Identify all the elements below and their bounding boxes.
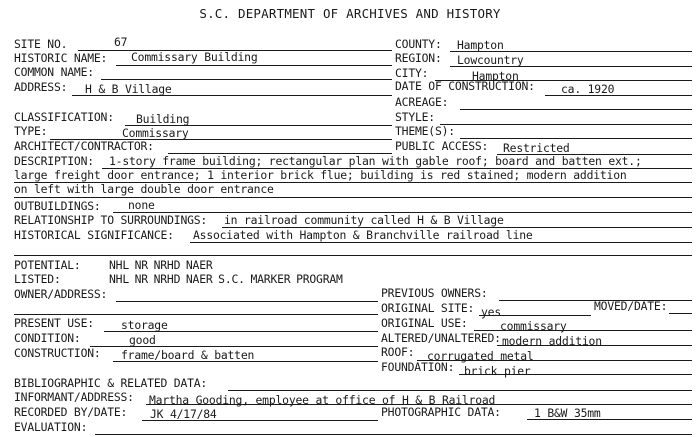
photographic-data-line [527, 419, 692, 420]
city-value: Hampton [472, 69, 519, 83]
region-value: Lowcountry [457, 53, 524, 67]
common-name-label: COMMON NAME: [14, 65, 94, 79]
condition-line [90, 346, 378, 347]
section-divider [14, 255, 692, 256]
city-label: CITY: [395, 66, 429, 80]
region-line [450, 66, 692, 67]
altered-label: ALTERED/UNALTERED: [381, 331, 501, 345]
evaluation-label: EVALUATION: [14, 420, 88, 434]
roof-value: corrugated metal [427, 349, 534, 363]
informant-value: Martha Gooding, employee at office of H & B Railroad [149, 393, 496, 407]
style-line [440, 124, 692, 125]
roof-line [417, 360, 692, 361]
present-use-line [104, 331, 378, 332]
potential-options: NHL NR NRHD NAER [109, 258, 213, 272]
county-label: COUNTY: [395, 37, 442, 51]
photographic-data-value: 1 B&W 35mm [534, 406, 601, 420]
significance-line [190, 242, 692, 243]
date-of-construction-label: DATE OF CONSTRUCTION: [395, 79, 535, 93]
classification-label: CLASSIFICATION: [14, 110, 114, 124]
page-header: S.C. DEPARTMENT OF ARCHIVES AND HISTORY [199, 6, 501, 21]
original-use-line [474, 330, 692, 331]
region-label: REGION: [395, 51, 442, 65]
style-label: STYLE: [395, 110, 435, 124]
listed-label: LISTED: [14, 272, 61, 286]
architect-label: ARCHITECT/CONTRACTOR: [14, 139, 154, 153]
moved-date-label: MOVED/DATE: [594, 299, 668, 313]
altered-value: modern addition [502, 334, 602, 348]
construction-line [113, 361, 378, 362]
bibliographic-line [228, 390, 692, 391]
public-access-value: Restricted [503, 141, 570, 155]
outbuildings-value: none [128, 198, 155, 212]
themes-label: THEME(S): [395, 124, 455, 138]
condition-value: good [129, 333, 156, 347]
photographic-data-label: PHOTOGRAPHIC DATA: [381, 405, 501, 419]
listed-options: NHL NR NRHD NAER S.C. MARKER PROGRAM [109, 272, 343, 286]
previous-owners-label: PREVIOUS OWNERS: [381, 286, 488, 300]
address-label: ADDRESS: [14, 80, 68, 94]
recorded-by-label: RECORDED BY/DATE: [14, 405, 128, 419]
historic-name-line [116, 65, 392, 66]
original-site-value: yes [481, 305, 501, 319]
construction-value: frame/board & batten [121, 348, 255, 362]
classification-value: Building [136, 112, 190, 126]
county-line [450, 51, 692, 52]
type-label: TYPE: [14, 124, 48, 138]
significance-label: HISTORICAL SIGNIFICANCE: [14, 228, 174, 242]
condition-label: CONDITION: [14, 331, 81, 345]
description-line-2: large freight door entrance; 1 interior brick flue; building is red stained; modern addition [14, 168, 627, 182]
original-use-label: ORIGINAL USE: [381, 316, 468, 330]
altered-line [497, 345, 692, 346]
significance-value: Associated with Hampton & Branchville railroad line [193, 228, 533, 242]
description-line-3: on left with large double door entrance [14, 182, 274, 196]
recorded-by-line [142, 420, 378, 421]
owner-address-line-2 [14, 314, 378, 315]
potential-label: POTENTIAL: [14, 258, 81, 272]
construction-label: CONSTRUCTION: [14, 346, 101, 360]
acreage-label: ACREAGE: [395, 95, 449, 109]
acreage-line [460, 109, 692, 110]
owner-address-line [116, 301, 378, 302]
county-value: Hampton [457, 38, 504, 52]
moved-date-line [669, 313, 692, 314]
description-rule-3 [14, 197, 692, 198]
public-access-label: PUBLIC ACCESS: [395, 139, 489, 153]
date-of-construction-line [545, 95, 692, 96]
relationship-label: RELATIONSHIP TO SURROUNDINGS: [14, 213, 208, 227]
present-use-value: storage [121, 318, 168, 332]
evaluation-line [95, 434, 692, 435]
original-site-label: ORIGINAL SITE: [381, 301, 475, 315]
bibliographic-label: BIBLIOGRAPHIC & RELATED DATA: [14, 376, 208, 390]
informant-label: INFORMANT/ADDRESS: [14, 390, 134, 404]
foundation-label: FOUNDATION: [381, 360, 455, 374]
description-label: DESCRIPTION: [14, 154, 94, 168]
original-use-value: commissary [500, 319, 567, 333]
owner-address-label: OWNER/ADDRESS: [14, 287, 108, 301]
roof-label: ROOF: [381, 345, 415, 359]
site-no-value: 67 [114, 35, 128, 49]
outbuildings-label: OUTBUILDINGS: [14, 199, 101, 213]
type-value: Commissary [122, 126, 189, 140]
address-value: H & B Village [85, 82, 172, 96]
historic-name-value: Commissary Building [131, 50, 258, 64]
common-name-line [101, 79, 392, 80]
address-line [72, 95, 392, 96]
site-no-label: SITE NO. [14, 37, 68, 51]
historic-name-label: HISTORIC NAME: [14, 51, 108, 65]
relationship-value: in railroad community called H & B Village [224, 213, 504, 227]
themes-line [460, 138, 692, 139]
recorded-by-value: JK 4/17/84 [150, 407, 217, 421]
foundation-line [459, 374, 692, 375]
present-use-label: PRESENT USE: [14, 316, 94, 330]
original-site-line [479, 315, 591, 316]
description-line-1: 1-story frame building; rectangular plan with gable roof; board and batten ext.; [109, 154, 642, 168]
date-of-construction-value: ca. 1920 [561, 82, 615, 96]
foundation-value: brick pier [464, 364, 531, 378]
